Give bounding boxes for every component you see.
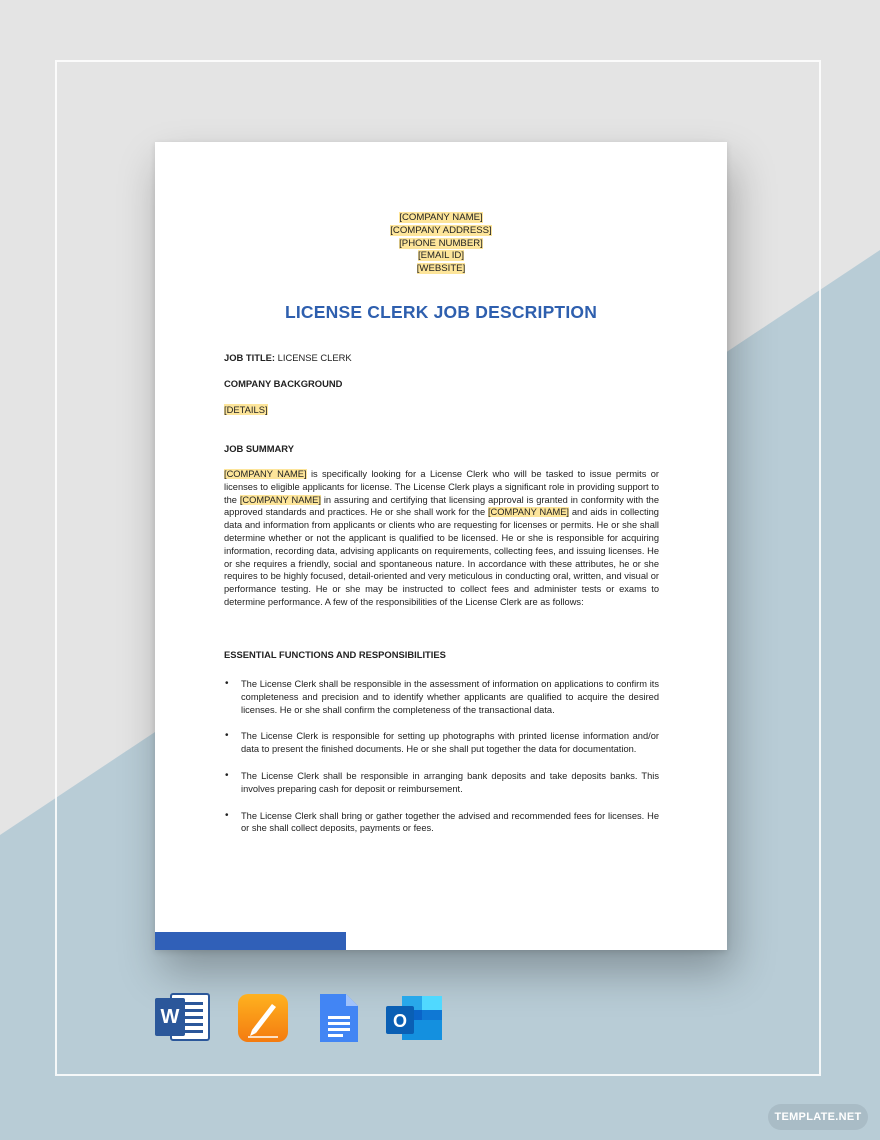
functions-heading: ESSENTIAL FUNCTIONS AND RESPONSIBILITIES bbox=[224, 649, 446, 660]
list-item: • The License Clerk shall be responsible in arranging bank deposits and take deposits banks. This involves preparing cash for deposit or reimbursement. bbox=[224, 770, 659, 796]
company-name-placeholder: [COMPANY NAME] bbox=[399, 212, 483, 223]
app-icons-row bbox=[150, 990, 460, 1050]
word-icon[interactable] bbox=[153, 990, 211, 1044]
company-name-placeholder: [COMPANY NAME] bbox=[487, 507, 569, 518]
document-title: LICENSE CLERK JOB DESCRIPTION bbox=[284, 302, 598, 322]
outlook-glyph: O bbox=[392, 1011, 408, 1031]
details-placeholder: [DETAILS] bbox=[224, 404, 268, 415]
summary-text: and aids in collecting data and information from applicants or clients who are requesting for licenses or permits. He or she shall determine whether or not the applicant is qualified to be licensed. He or she is responsible for acquiring information, recording data, advising applicants on requirements, collecting fees, and issuing licenses. He or she requires a friendly, social and spontaneous nature. In accordance with these attributes, he or she requires to be highly focused, detail-oriented and very meticulous in conducting oral, written, and visual or performance testing. He or she may be instructed to collect fees and administer tests or exams to determine performance. A few of the responsibilities of the License Clerk are as follows: bbox=[224, 507, 659, 607]
details-line bbox=[224, 404, 268, 415]
job-title-label: JOB TITLE: bbox=[224, 352, 276, 363]
word-glyph: W bbox=[160, 1006, 180, 1028]
company-name-placeholder: [COMPANY NAME] bbox=[224, 469, 307, 479]
company-background-heading: COMPANY BACKGROUND bbox=[224, 378, 343, 389]
pages-icon[interactable] bbox=[236, 990, 290, 1044]
website-placeholder: [WEBSITE] bbox=[416, 263, 466, 275]
summary-text: is specifically looking for a License Clerk who will be tasked to issue permits or licenses to eligible applicants for license. The License Clerk plays a significant role in providing support to the bbox=[224, 469, 659, 505]
document-page bbox=[155, 142, 727, 950]
phone-placeholder: [PHONE NUMBER] bbox=[399, 237, 483, 249]
list-item: • The License Clerk shall be responsible in the assessment of information on applications to confirm its completeness and precision and to identify whether applicants are qualified to acquire the desired licenses. He or she shall confirm the completeness of the transactional data. bbox=[224, 678, 659, 716]
google-docs-icon[interactable] bbox=[316, 990, 362, 1046]
email-placeholder: [EMAIL ID] bbox=[417, 250, 465, 262]
functions-list bbox=[224, 678, 659, 849]
outlook-icon[interactable] bbox=[384, 990, 446, 1046]
company-name-placeholder: [COMPANY NAME] bbox=[239, 494, 321, 505]
list-item: • The License Clerk is responsible for setting up photographs with printed license information and/or data to present the finished documents. He or she shall put together the data for documentation. bbox=[224, 730, 659, 756]
job-summary-paragraph bbox=[224, 468, 659, 609]
accent-bar bbox=[155, 932, 346, 950]
summary-text: in assuring and certifying that licensing approval is granted in conformity with the approved standards and practices. He or she shall work for the bbox=[224, 494, 659, 518]
list-item: • The License Clerk shall bring or gather together the advised and recommended fees for licenses. He or she shall collect deposits, payments or fees. bbox=[224, 810, 659, 836]
job-title-line bbox=[224, 352, 352, 363]
job-title-value: LICENSE CLERK bbox=[277, 352, 352, 363]
company-address-placeholder: [COMPANY ADDRESS] bbox=[390, 224, 492, 236]
company-header bbox=[155, 212, 727, 276]
job-summary-heading: JOB SUMMARY bbox=[224, 443, 294, 454]
template-net-badge[interactable]: TEMPLATE.NET bbox=[768, 1104, 868, 1130]
